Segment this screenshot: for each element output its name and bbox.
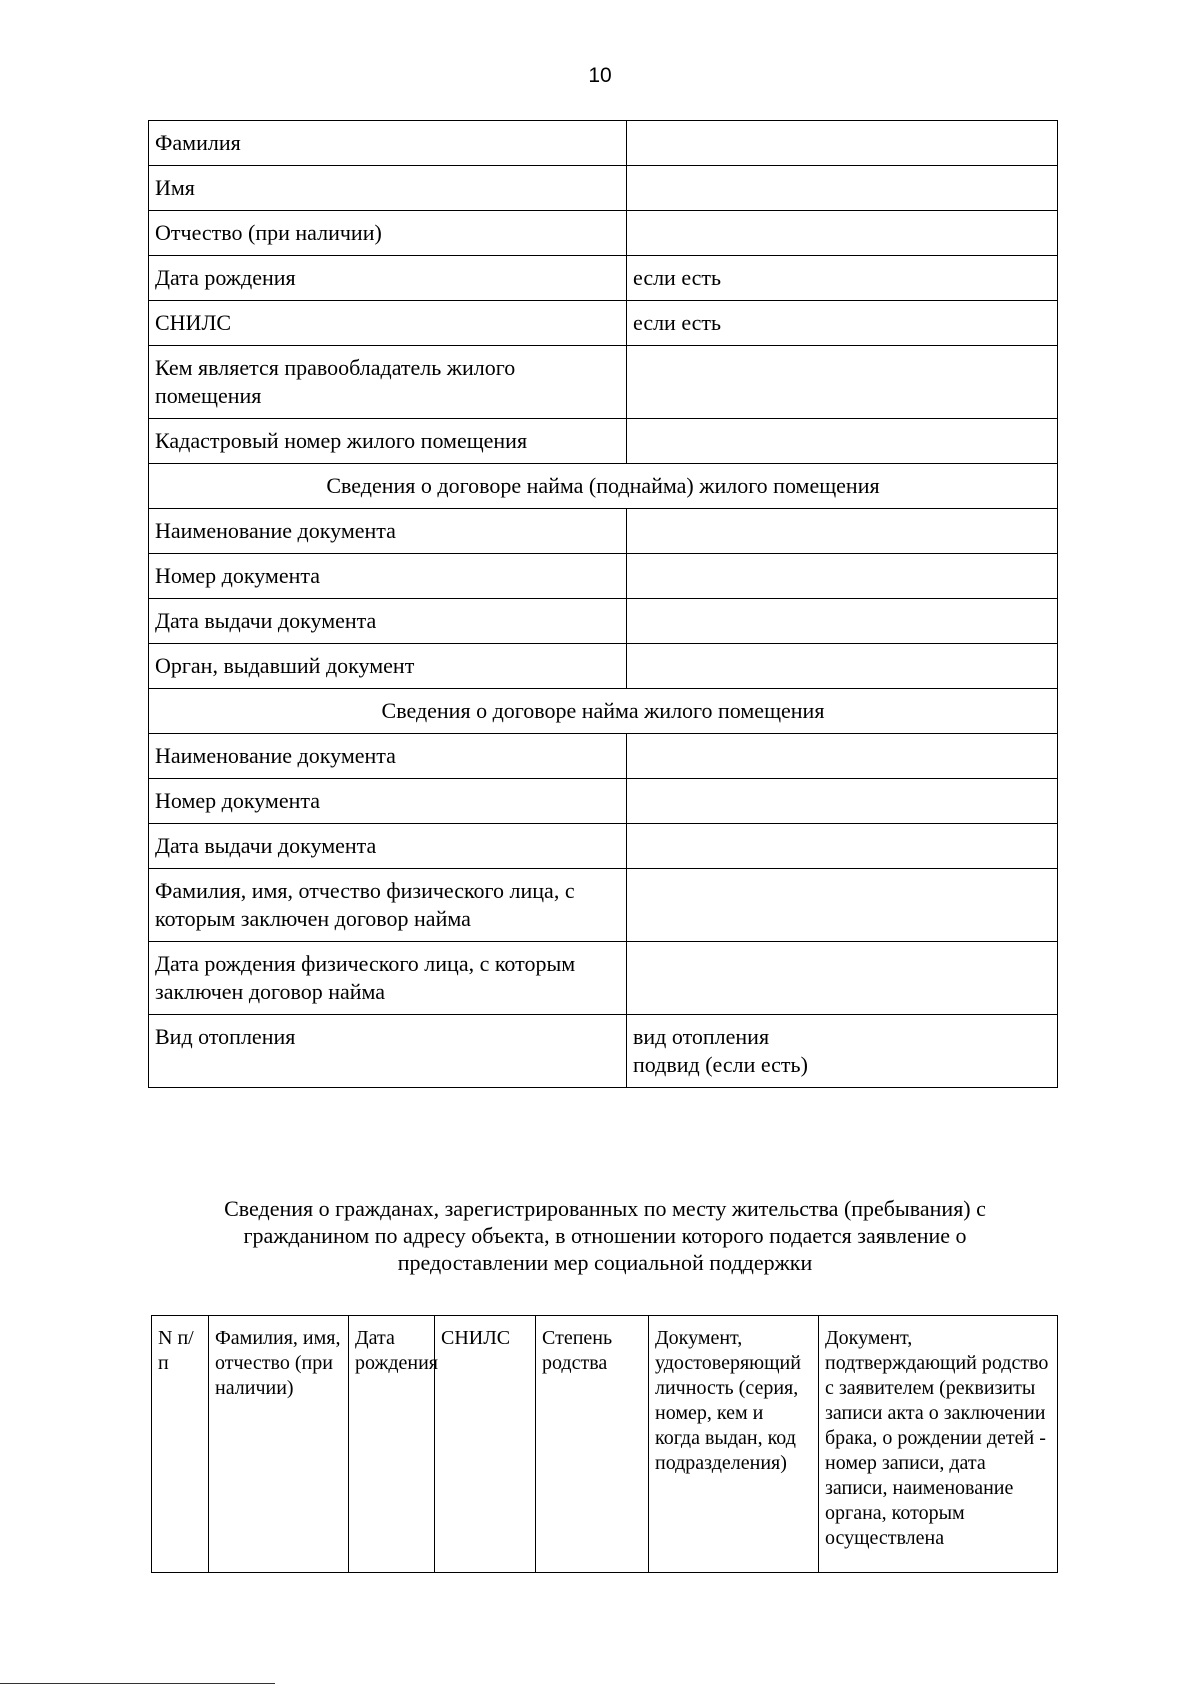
form-row-surname bbox=[149, 121, 1058, 166]
registered-citizens-table bbox=[151, 1315, 1058, 1573]
birth-date-label: Дата рождения bbox=[149, 256, 627, 301]
patronymic-label: Отчество (при наличии) bbox=[149, 211, 627, 256]
tenant-name-label: Фамилия, имя, отчество физического лица, с которым заключен договор найма bbox=[149, 869, 627, 942]
lease-doc-name-value bbox=[627, 734, 1058, 779]
form-row-patronymic bbox=[149, 211, 1058, 256]
col-header-birth-date: Дата рождения bbox=[349, 1316, 435, 1573]
col-header-kinship-document: Документ, подтверждающий родство с заявителем (реквизиты записи акта о заключении брака, о рождении детей - номер записи, дата записи, наименование органа, которым осуществлена bbox=[819, 1316, 1058, 1573]
name-label: Имя bbox=[149, 166, 627, 211]
form-row-snils bbox=[149, 301, 1058, 346]
sublease-section-title: Сведения о договоре найма (поднайма) жилого помещения bbox=[149, 464, 1058, 509]
sublease-section-header bbox=[149, 464, 1058, 509]
lease-row-tenant-name bbox=[149, 869, 1058, 942]
citizens-section-heading: Сведения о гражданах, зарегистрированных по месту жительства (пребывания) с гражданином по адресу объекта, в отношении которого подается заявление о предоставлении мер социальной поддержки bbox=[224, 1196, 986, 1275]
form-row-name bbox=[149, 166, 1058, 211]
col-header-snils: СНИЛС bbox=[435, 1316, 536, 1573]
snils-value: если есть bbox=[627, 301, 1058, 346]
sublease-doc-number-value bbox=[627, 554, 1058, 599]
sublease-doc-issuer-value bbox=[627, 644, 1058, 689]
cadastral-number-value bbox=[627, 419, 1058, 464]
patronymic-value bbox=[627, 211, 1058, 256]
lease-doc-number-label: Номер документа bbox=[149, 779, 627, 824]
sublease-row-doc-date bbox=[149, 599, 1058, 644]
lease-doc-name-label: Наименование документа bbox=[149, 734, 627, 779]
form-row-birth-date bbox=[149, 256, 1058, 301]
page-number: 10 bbox=[588, 64, 612, 87]
tenant-birth-date-value bbox=[627, 942, 1058, 1015]
lease-doc-number-value bbox=[627, 779, 1058, 824]
lease-row-doc-number bbox=[149, 779, 1058, 824]
lease-section-title: Сведения о договоре найма жилого помещения bbox=[149, 689, 1058, 734]
citizens-table-header-row bbox=[152, 1316, 1058, 1573]
form-row-cadastral-number bbox=[149, 419, 1058, 464]
birth-date-value: если есть bbox=[627, 256, 1058, 301]
heating-label: Вид отопления bbox=[149, 1015, 627, 1088]
col-header-identity-document: Документ, удостоверяющий личность (серия, номер, кем и когда выдан, код подразделения) bbox=[649, 1316, 819, 1573]
lease-row-heating bbox=[149, 1015, 1058, 1088]
applicant-form-table bbox=[148, 120, 1058, 1088]
col-header-kinship: Степень родства bbox=[536, 1316, 649, 1573]
sublease-row-doc-number bbox=[149, 554, 1058, 599]
sublease-doc-issuer-label: Орган, выдавший документ bbox=[149, 644, 627, 689]
sublease-doc-number-label: Номер документа bbox=[149, 554, 627, 599]
lease-section-header bbox=[149, 689, 1058, 734]
footer-divider bbox=[0, 1683, 275, 1684]
col-header-number: N п/п bbox=[152, 1316, 209, 1573]
surname-value bbox=[627, 121, 1058, 166]
col-header-full-name: Фамилия, имя, отчество (при наличии) bbox=[209, 1316, 349, 1573]
form-row-owner-role bbox=[149, 346, 1058, 419]
tenant-name-value bbox=[627, 869, 1058, 942]
sublease-row-doc-name bbox=[149, 509, 1058, 554]
surname-label: Фамилия bbox=[149, 121, 627, 166]
sublease-doc-date-label: Дата выдачи документа bbox=[149, 599, 627, 644]
heating-value: вид отопления подвид (если есть) bbox=[627, 1015, 1058, 1088]
lease-row-doc-name bbox=[149, 734, 1058, 779]
lease-row-doc-date bbox=[149, 824, 1058, 869]
sublease-doc-date-value bbox=[627, 599, 1058, 644]
owner-role-label: Кем является правообладатель жилого помещения bbox=[149, 346, 627, 419]
lease-doc-date-value bbox=[627, 824, 1058, 869]
tenant-birth-date-label: Дата рождения физического лица, с которым заключен договор найма bbox=[149, 942, 627, 1015]
name-value bbox=[627, 166, 1058, 211]
cadastral-number-label: Кадастровый номер жилого помещения bbox=[149, 419, 627, 464]
owner-role-value bbox=[627, 346, 1058, 419]
sublease-doc-name-value bbox=[627, 509, 1058, 554]
sublease-doc-name-label: Наименование документа bbox=[149, 509, 627, 554]
lease-doc-date-label: Дата выдачи документа bbox=[149, 824, 627, 869]
sublease-row-doc-issuer bbox=[149, 644, 1058, 689]
lease-row-tenant-birth-date bbox=[149, 942, 1058, 1015]
snils-label: СНИЛС bbox=[149, 301, 627, 346]
